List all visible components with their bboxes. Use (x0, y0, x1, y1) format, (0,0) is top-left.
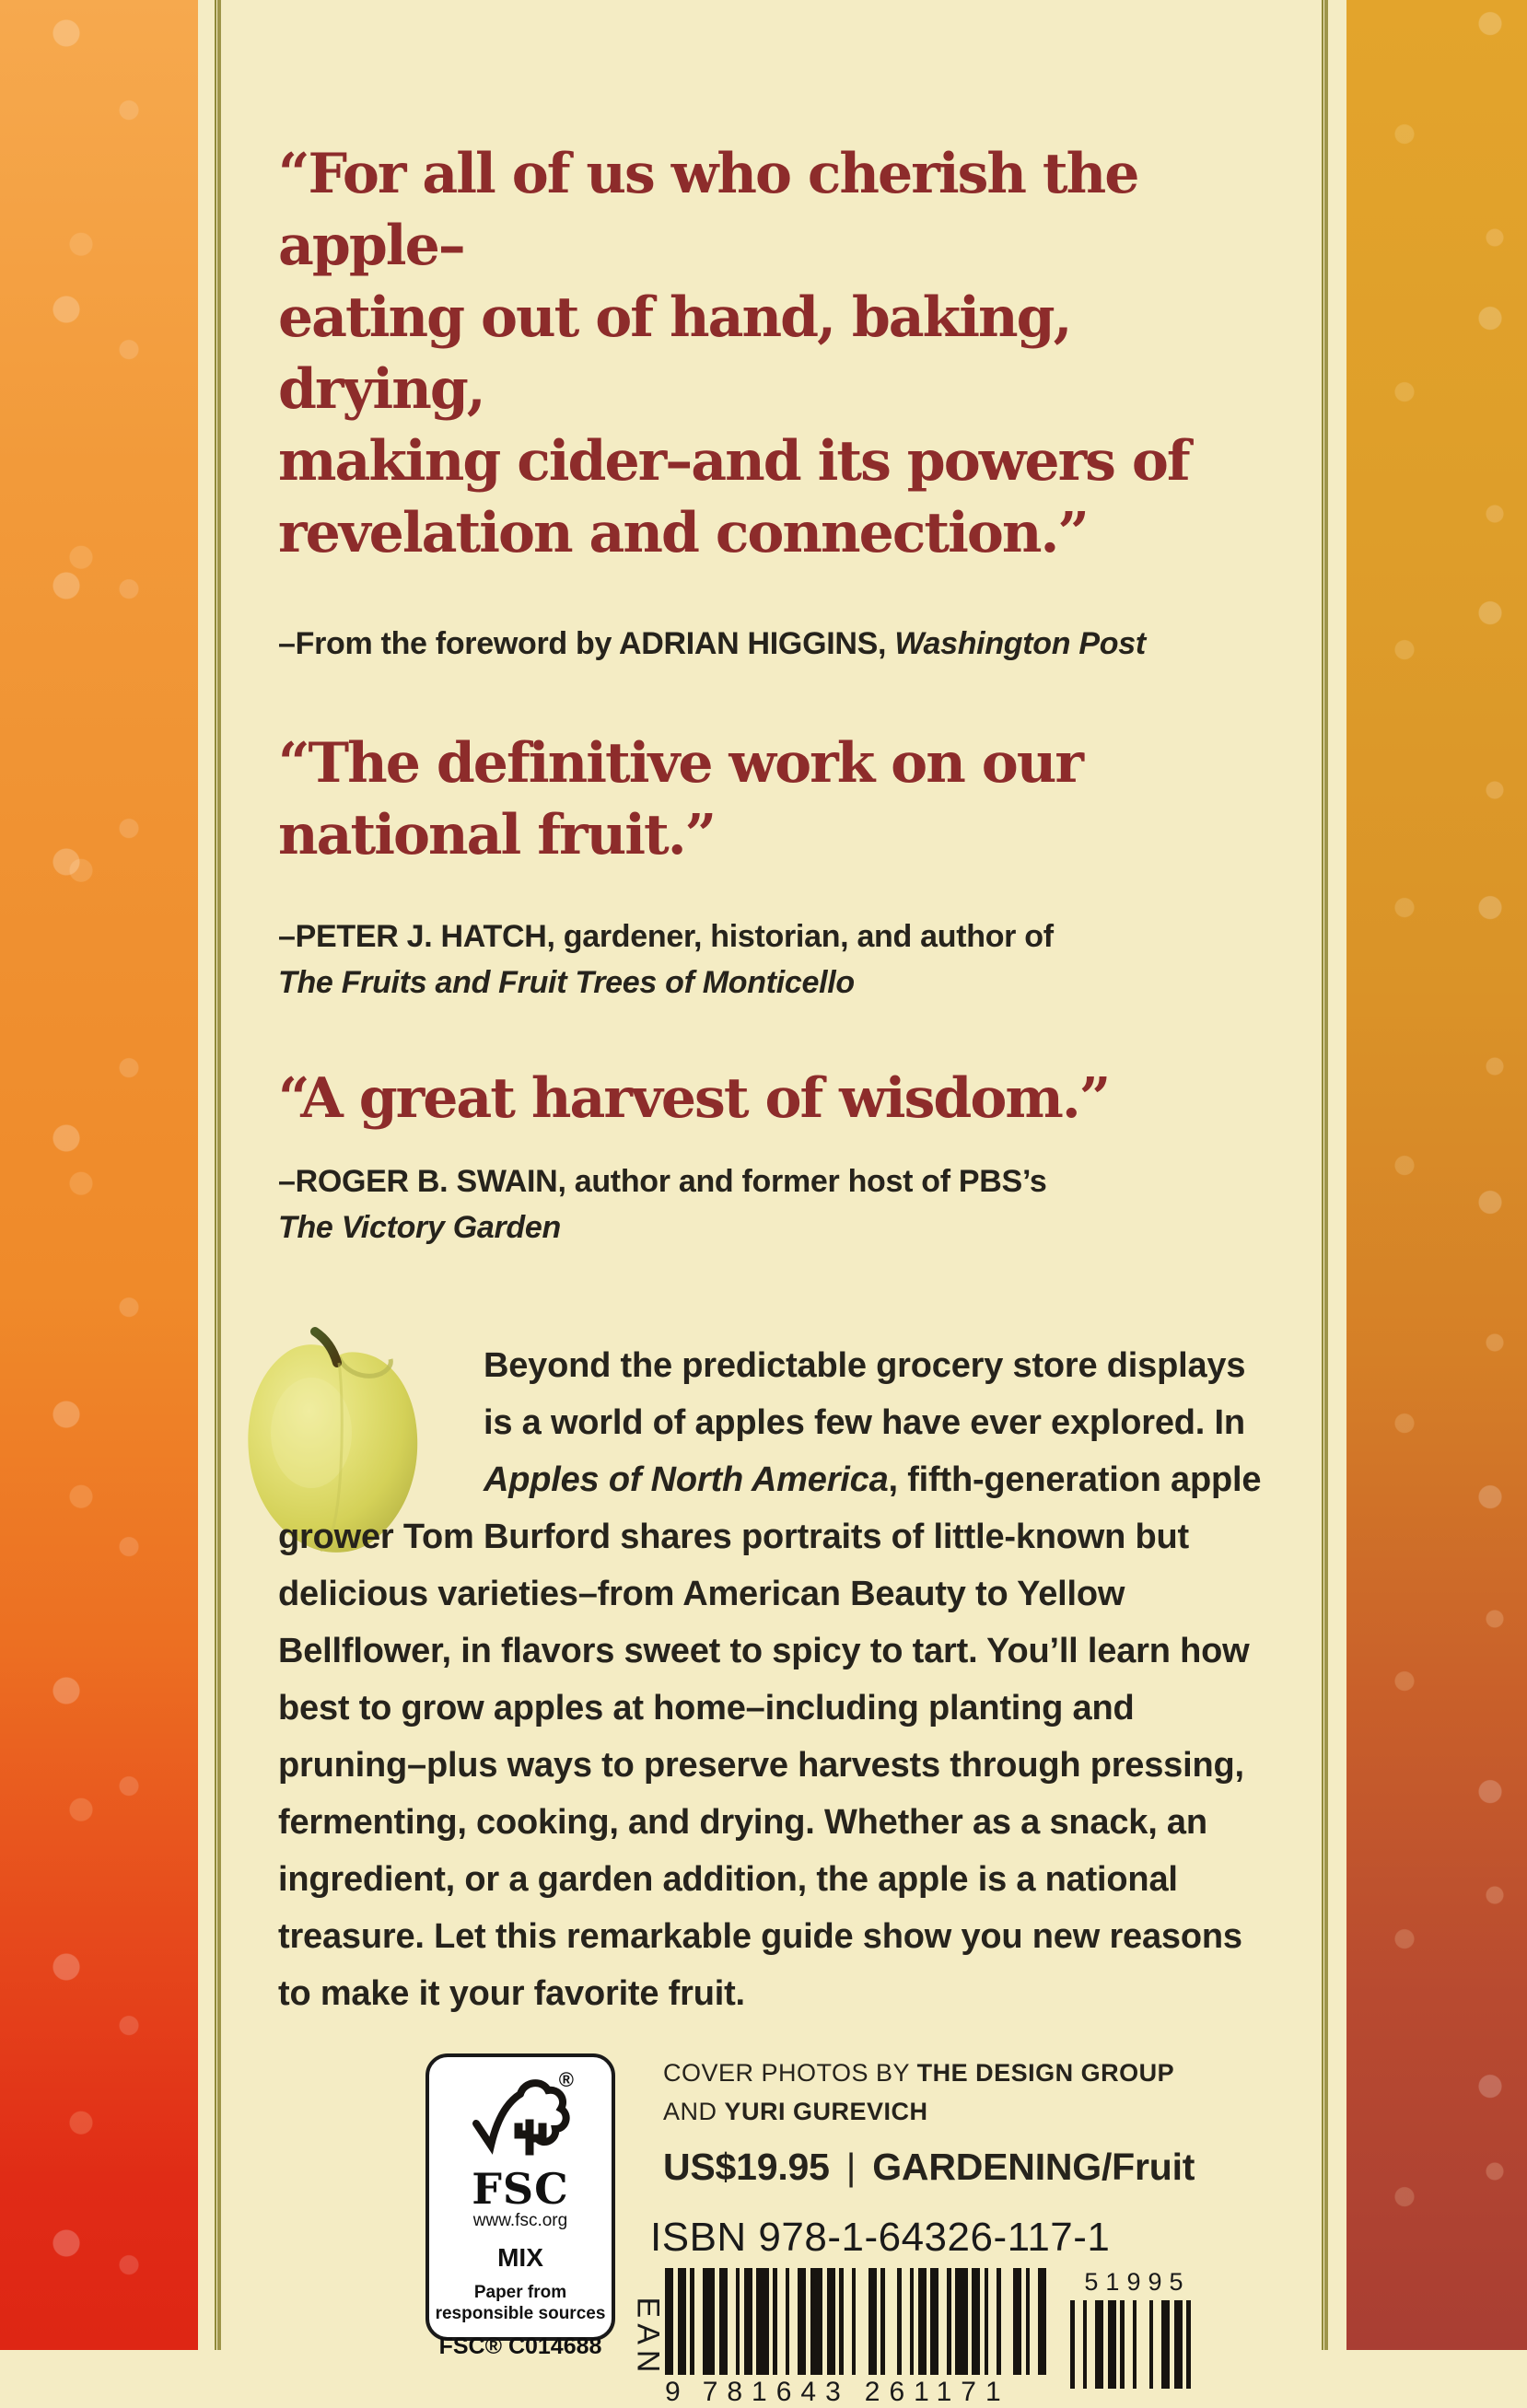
attribution-name: ADRIAN HIGGINS (618, 626, 879, 661)
attribution-swain (278, 1158, 1270, 1251)
apple-photo (234, 1326, 469, 1497)
fsc-tagline-line: Paper from (473, 2283, 567, 2302)
isbn-number: ISBN 978-1-64326-117-1 (650, 2215, 1111, 2260)
review-quote-higgins (278, 138, 1270, 569)
attribution-prefix: –From the foreword by (278, 626, 619, 661)
fsc-license-code: FSC® C014688 (438, 2333, 602, 2359)
attribution-higgins (278, 621, 1270, 667)
attribution-hatch (278, 913, 1270, 1006)
ean-vertical-label: EAN (630, 2297, 666, 2379)
price-category-line (663, 2146, 1195, 2189)
attribution-source: Washington Post (894, 626, 1146, 661)
fsc-tagline (436, 2282, 606, 2324)
quote-line: “For all of us who cherish the apple– (278, 142, 1138, 278)
cream-margin-left (198, 0, 215, 2350)
credit-line (663, 2053, 1195, 2092)
supplement-digits: 51995 (1084, 2268, 1191, 2296)
barcode-digits: 9 781643 261171 (665, 2377, 1010, 2407)
review-quote-swain (278, 1063, 1270, 1134)
attribution-prefix: – (278, 1164, 296, 1199)
attribution-line (278, 913, 1270, 960)
retail-info-column (630, 2053, 1195, 2408)
price-supplement-barcode (1070, 2268, 1191, 2389)
bottom-info-block (425, 2053, 1270, 2408)
price: US$19.95 (663, 2146, 830, 2188)
watercolor-border-right (1346, 0, 1527, 2350)
olive-rule-left (215, 0, 221, 2350)
description-text: Beyond the predictable grocery store displays is a world of apples few have ever explored. In (484, 1346, 1246, 1442)
book-description (278, 1337, 1270, 2022)
attribution-source: The Victory Garden (278, 1210, 561, 1245)
cover-photo-credits (663, 2053, 1195, 2131)
credit-prefix: COVER PHOTOS BY (663, 2059, 917, 2087)
attribution-separator: , (878, 626, 895, 661)
quote-line: national fruit.” (278, 803, 716, 867)
credit-name: YURI GUREVICH (724, 2098, 928, 2125)
watercolor-border-left (0, 0, 198, 2350)
book-title-italic: Apples of North America (484, 1460, 889, 1499)
category: GARDENING/Fruit (872, 2146, 1195, 2188)
attribution-prefix: – (278, 919, 296, 954)
quote-line: “The definitive work on our (278, 731, 1082, 796)
review-quote-hatch (278, 727, 1270, 871)
cream-margin-right (1328, 0, 1346, 2350)
fsc-mix-label: MIX (497, 2243, 543, 2272)
credit-prefix: AND (663, 2098, 725, 2125)
description-text: , fifth-generation apple grower Tom Burford shares portraits of little-known but delicious varieties–from American Beauty to Yellow Bellflower, in flavors sweet to spicy to tart. You’ll learn how best to grow apples at home–including planting and pruning–plus ways to preserve harvests through pressing, fermenting, cooking, and drying. Whether as a snack, an ingredient, or a garden addition, the apple is a national treasure. Let this remarkable guide show you new reasons to make it your favorite fruit. (278, 1460, 1262, 2013)
credit-line (663, 2092, 1195, 2131)
olive-rule-right (1322, 0, 1328, 2350)
fsc-wordmark: FSC (472, 2164, 569, 2214)
quote-line: making cider–and its powers of (278, 429, 1189, 494)
quote-line: revelation and connection.” (278, 501, 1088, 565)
attribution-line (278, 1158, 1270, 1204)
attribution-name: ROGER B. SWAIN (295, 1164, 558, 1199)
quote-line: eating out of hand, baking, drying, (278, 285, 1071, 422)
attribution-name: PETER J. HATCH (295, 919, 547, 954)
fsc-certification-label (425, 2053, 615, 2359)
ean13-barcode (665, 2268, 1046, 2408)
isbn-barcode-block (624, 2215, 1195, 2408)
divider: | (845, 2146, 857, 2188)
barcode-bars (665, 2268, 1046, 2375)
fsc-tree-check-icon (465, 2070, 576, 2166)
supplement-bars (1070, 2300, 1191, 2389)
back-cover-panel (221, 0, 1322, 2407)
barcode-row (624, 2268, 1195, 2408)
registered-mark: ® (558, 2068, 574, 2091)
attribution-role: , author and former host of PBS’s (557, 1164, 1047, 1199)
quote-line: “A great harvest of wisdom.” (278, 1066, 1110, 1131)
attribution-role: , gardener, historian, and author of (546, 919, 1054, 954)
attribution-source: The Fruits and Fruit Trees of Monticello (278, 965, 855, 1000)
fsc-url: www.fsc.org (472, 2211, 568, 2230)
fsc-tagline-line: responsible sources (435, 2304, 606, 2323)
credit-name: THE DESIGN GROUP (916, 2059, 1175, 2087)
